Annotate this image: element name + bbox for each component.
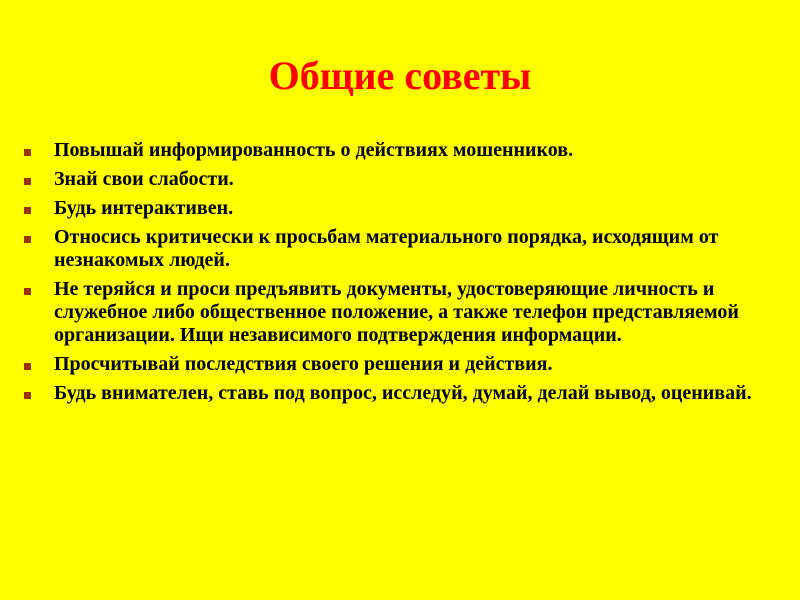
bullet-item <box>0 139 800 162</box>
bullet-item <box>0 382 800 405</box>
bullet-text: Относись критически к просьбам материального порядка, исходящим от незнакомых людей. <box>54 226 719 271</box>
bullet-text: Знай свои слабости. <box>54 168 234 190</box>
bullet-list <box>0 139 800 411</box>
square-bullet-icon <box>24 178 31 185</box>
square-bullet-icon <box>24 392 31 399</box>
bullet-text: Не теряйся и проси предъявить документы, удостоверяющие личность и служебное либо общественное положение, а также телефон представляемой организации. Ищи независимого подтверждения информации. <box>54 278 739 346</box>
bullet-item <box>0 197 800 220</box>
bullet-text: Повышай информированность о действиях мошенников. <box>54 139 574 161</box>
bullet-item <box>0 353 800 376</box>
bullet-text: Будь внимателен, ставь под вопрос, исследуй, думай, делай вывод, оценивай. <box>54 382 752 404</box>
square-bullet-icon <box>24 363 31 370</box>
square-bullet-icon <box>24 288 31 295</box>
bullet-text: Просчитывай последствия своего решения и действия. <box>54 353 553 375</box>
square-bullet-icon <box>24 236 31 243</box>
slide-title: Общие советы <box>268 53 532 98</box>
bullet-text: Будь интерактивен. <box>54 197 234 219</box>
bullet-item <box>0 278 800 347</box>
bullet-item <box>0 226 800 272</box>
bullet-item <box>0 168 800 191</box>
square-bullet-icon <box>24 149 31 156</box>
square-bullet-icon <box>24 207 31 214</box>
